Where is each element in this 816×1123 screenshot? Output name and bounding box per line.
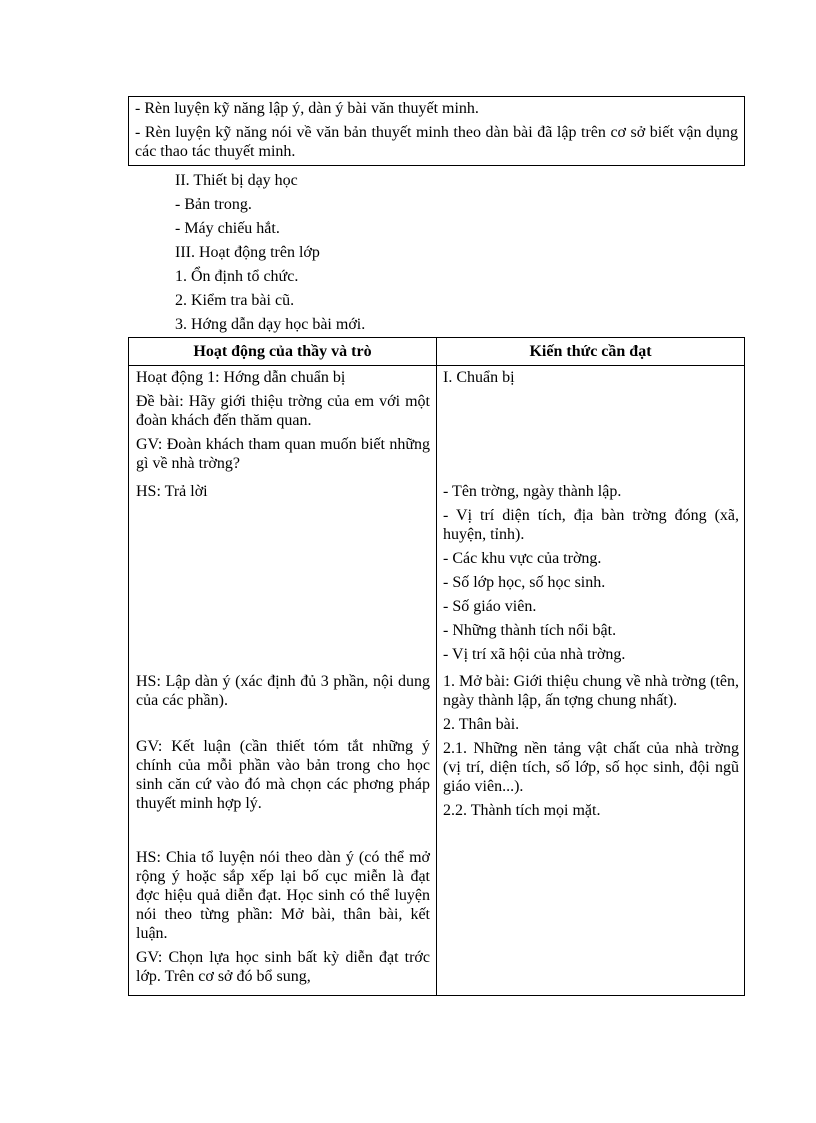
section-item: - Máy chiếu hắt. bbox=[175, 220, 280, 237]
section-item: - Bản trong. bbox=[175, 196, 252, 213]
objective-2: - Rèn luyện kỹ năng nói về văn bản thuyết minh theo dàn bài đã lập trên cơ sở biết vận dụng các thao tác thuyết minh. bbox=[135, 124, 738, 160]
table-text: - Các khu vực của trờng. bbox=[443, 550, 602, 567]
table-text: - Số giáo viên. bbox=[443, 598, 537, 615]
table-text: - Số lớp học, số học sinh. bbox=[443, 574, 606, 591]
table-text: 1. Mở bài: Giới thiệu chung về nhà trờng (tên, ngày thành lập, ấn tợng chung nhất). bbox=[443, 673, 739, 709]
table-text: - Những thành tích nổi bật. bbox=[443, 622, 617, 639]
section-activities: III. Hoạt động trên lớp bbox=[175, 244, 320, 261]
table-text: I. Chuẩn bị bbox=[443, 369, 515, 386]
table-text: HS: Lập dàn ý (xác định đủ 3 phần, nội dung của các phần). bbox=[136, 673, 430, 709]
lesson-sections bbox=[175, 171, 735, 339]
left-block-answer bbox=[136, 482, 430, 501]
section-item: 3. Hớng dẫn dạy học bài mới. bbox=[175, 316, 366, 333]
table-text: GV: Kết luận (cần thiết tóm tắt những ý chính của mỗi phần vào bản trong cho học sinh căn cứ vào đó mà chọn các phơng pháp thuyết minh hợp lý. bbox=[136, 738, 430, 812]
header-teacher-student: Hoạt động của thầy và trò bbox=[193, 343, 372, 360]
table-text: 2.2. Thành tích mọi mặt. bbox=[443, 802, 601, 819]
table-text: GV: Chọn lựa học sinh bất kỳ diễn đạt trớc lớp. Trên cơ sở đó bổ sung, bbox=[136, 949, 430, 985]
left-block-outline bbox=[136, 672, 430, 710]
table-text: - Vị trí xã hội của nhà trờng. bbox=[443, 646, 626, 663]
section-item: 2. Kiểm tra bài cũ. bbox=[175, 292, 295, 309]
left-block-conclusion bbox=[136, 737, 430, 813]
table-text: GV: Đoàn khách tham quan muốn biết những gì về nhà trờng? bbox=[136, 436, 430, 472]
table-text: Hoạt động 1: Hớng dẫn chuẩn bị bbox=[136, 369, 346, 386]
right-block-outline bbox=[443, 672, 739, 820]
header-knowledge: Kiến thức cần đạt bbox=[529, 343, 652, 360]
right-block-preparation bbox=[443, 368, 739, 387]
table-text: 2. Thân bài. bbox=[443, 716, 520, 733]
left-block-practice bbox=[136, 848, 430, 986]
table-text: - Vị trí diện tích, địa bàn trờng đóng (xã, huyện, tỉnh). bbox=[443, 507, 739, 543]
table-text: HS: Chia tổ luyện nói theo dàn ý (có thể mở rộng ý hoặc sắp xếp lại bố cục miễn là đạt đợc hiệu quả diễn đạt. Học sinh có thể luyện nói theo từng phần: Mở bài, thân bài, kết luận. bbox=[136, 849, 430, 942]
section-equipment: II. Thiết bị dạy học bbox=[175, 172, 298, 189]
column-divider bbox=[436, 338, 437, 995]
table-text: HS: Trả lời bbox=[136, 483, 208, 500]
objective-1: - Rèn luyện kỹ năng lập ý, dàn ý bài văn thuyết minh. bbox=[135, 100, 479, 117]
header-divider bbox=[129, 365, 744, 366]
table-text: 2.1. Những nền tảng vật chất của nhà trờng (vị trí, diện tích, số lớp, số học sinh, đội ngũ giáo viên...). bbox=[443, 740, 739, 795]
table-text: Đề bài: Hãy giới thiệu trờng của em với một đoàn khách đến thăm quan. bbox=[136, 393, 430, 429]
activity-table bbox=[128, 337, 745, 996]
section-item: 1. Ổn định tổ chức. bbox=[175, 268, 299, 285]
right-block-school-info bbox=[443, 482, 739, 664]
objectives-box bbox=[128, 96, 745, 166]
table-text: - Tên trờng, ngày thành lập. bbox=[443, 483, 622, 500]
left-block-preparation bbox=[136, 368, 430, 473]
